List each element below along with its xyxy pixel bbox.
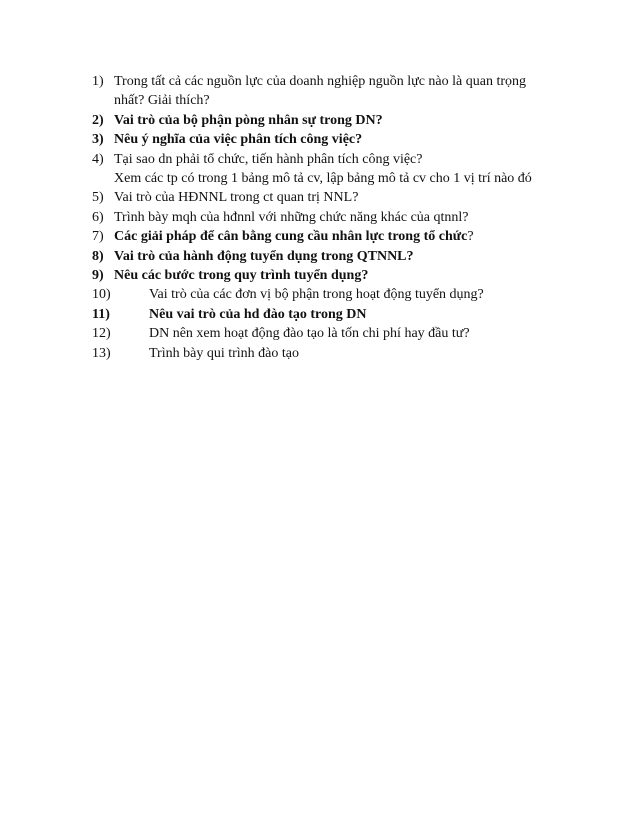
list-item-8 (92, 247, 612, 266)
item-number: 10) (92, 287, 111, 303)
item-text-line: Tại sao dn phải tổ chức, tiến hành phân tích công việc? (114, 151, 423, 167)
list-item-6 (92, 208, 612, 227)
item-number: 9) (92, 268, 104, 284)
item-number: 12) (92, 326, 111, 342)
item-text: DN nên xem hoạt động đào tạo là tốn chi phí hay đầu tư? (149, 326, 470, 342)
item-text: Vai trò của hành động tuyển dụng trong QTNNL? (114, 248, 414, 264)
list-item-11 (92, 305, 612, 324)
item-text (114, 227, 612, 246)
item-number: 2) (92, 112, 104, 128)
item-number: 11) (92, 306, 110, 322)
item-text: Nêu vai trò của hd đào tạo trong DN (149, 306, 367, 322)
question-list (92, 72, 612, 363)
item-text: Vai trò của bộ phận pòng nhân sự trong DN? (114, 112, 383, 128)
list-item-12 (92, 324, 612, 343)
list-item-13 (92, 344, 612, 363)
list-item-4 (92, 150, 612, 189)
item-text (114, 150, 612, 189)
item-text: Vai trò của các đơn vị bộ phận trong hoạt động tuyển dụng? (149, 287, 484, 303)
item-number: 13) (92, 345, 111, 361)
item-text-line: nhất? Giải thích? (114, 93, 210, 109)
list-item-9 (92, 266, 612, 285)
list-item-2 (92, 111, 612, 130)
item-text: Trình bày mqh của hđnnl với những chức năng khác của qtnnl? (114, 209, 469, 225)
item-text: Nêu ý nghĩa của việc phân tích công việc? (114, 132, 363, 148)
item-text-line: Xem các tp có trong 1 bảng mô tả cv, lập bảng mô tả cv cho 1 vị trí nào đó (114, 171, 532, 187)
item-number: 7) (92, 229, 104, 245)
list-item-10 (92, 285, 612, 304)
item-number: 4) (92, 151, 104, 167)
item-number: 8) (92, 248, 104, 264)
list-item-5 (92, 188, 612, 207)
item-number: 5) (92, 190, 104, 206)
item-number: 3) (92, 132, 104, 148)
item-text: Vai trò của HĐNNL trong ct quan trị NNL? (114, 190, 359, 206)
item-text (114, 72, 612, 111)
item-text-line: Trong tất cả các nguồn lực của doanh nghiệp nguồn lực nào là quan trọng (114, 74, 526, 89)
item-text-bold: Các giải pháp để cân bằng cung cầu nhân lực trong tổ chức (114, 229, 468, 245)
item-text-suffix: ? (467, 229, 474, 245)
list-item-3 (92, 130, 612, 149)
item-text: Nêu các bước trong quy trình tuyển dụng? (114, 268, 369, 284)
item-number: 1) (92, 74, 104, 89)
item-text: Trình bày qui trình đào tạo (149, 345, 299, 361)
list-item-7 (92, 227, 612, 246)
list-item-1 (92, 72, 612, 111)
item-number: 6) (92, 209, 104, 225)
